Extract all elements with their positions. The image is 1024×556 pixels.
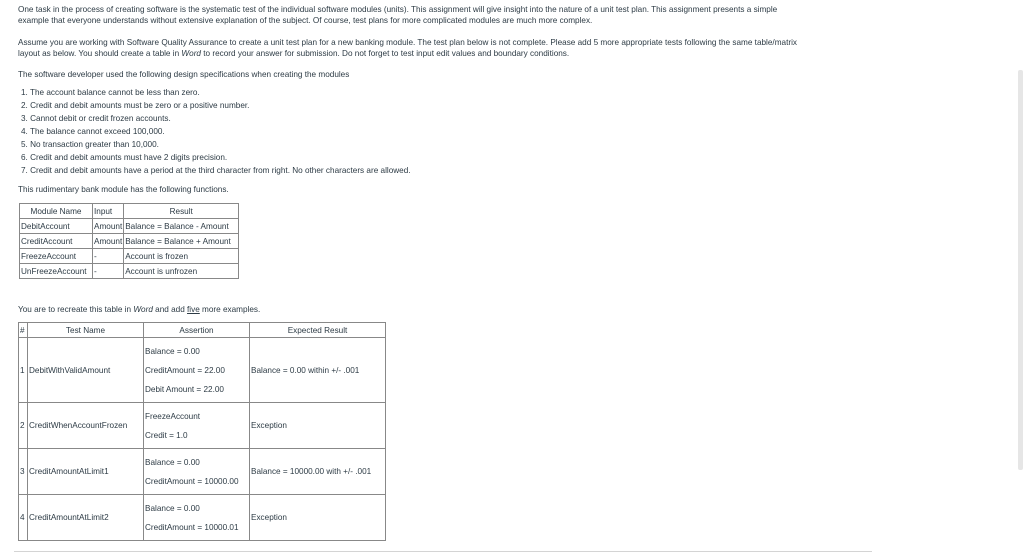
intro-paragraph-1 [18, 4, 777, 26]
functions-table [19, 203, 239, 279]
col-header-result: Result [124, 204, 239, 219]
cell-number: 3 [19, 449, 28, 495]
cell-input: - [93, 249, 124, 264]
cell-expected: Exception [250, 403, 386, 449]
col-header-test-name: Test Name [28, 323, 144, 338]
cell-number: 2 [19, 403, 28, 449]
cell-test-name: CreditAmountAtLimit1 [28, 449, 144, 495]
spec-item: 1. The account balance cannot be less than zero. [21, 88, 200, 97]
assertion-line: Balance = 0.00 [145, 503, 200, 513]
spec-item: 6. Credit and debit amounts must have 2 digits precision. [21, 153, 228, 162]
table-row [19, 495, 386, 541]
cell-result: Account is frozen [124, 249, 239, 264]
intro-line-1: One task in the process of creating software is the systematic test of the individual software modules (units). This assignment will give insight into the nature of a unit test plan. This assignment presents a simple [18, 5, 778, 14]
col-header-input: Input [93, 204, 124, 219]
spec-item: 4. The balance cannot exceed 100,000. [21, 127, 165, 136]
col-header-expected-result: Expected Result [250, 323, 386, 338]
intro-paragraph-2 [18, 37, 797, 59]
recreate-instruction [18, 304, 260, 315]
cell-test-name: DebitWithValidAmount [28, 338, 144, 403]
intro-line-4b: to record your answer for submission. Do not forget to test input edit values and boundary conditions. [200, 49, 570, 58]
cell-expected: Exception [250, 495, 386, 541]
assertion-line: CreditAmount = 22.00 [145, 365, 225, 375]
cell-test-name: CreditWhenAccountFrozen [28, 403, 144, 449]
recreate-text-a: You are to recreate this table in [18, 305, 134, 314]
assertion-line: Credit = 1.0 [145, 430, 188, 440]
table-row [19, 338, 386, 403]
cell-assertion [144, 449, 250, 495]
table-row [20, 249, 239, 264]
cell-number: 4 [19, 495, 28, 541]
cell-input: Amount [93, 219, 124, 234]
recreate-text-c: more examples. [199, 305, 261, 314]
spec-item: 2. Credit and debit amounts must be zero or a positive number. [21, 101, 250, 110]
cell-expected: Balance = 0.00 within +/- .001 [250, 338, 386, 403]
functions-intro: This rudimentary bank module has the following functions. [18, 185, 229, 194]
spec-item: 5. No transaction greater than 10,000. [21, 140, 159, 149]
cell-module: DebitAccount [20, 219, 93, 234]
cell-result: Account is unfrozen [124, 264, 239, 279]
word-emphasis: Word [133, 305, 153, 314]
assertion-line: Debit Amount = 22.00 [145, 384, 224, 394]
cell-input: Amount [93, 234, 124, 249]
cell-expected: Balance = 10000.00 with +/- .001 [250, 449, 386, 495]
tests-table [18, 322, 386, 541]
cell-test-name: CreditAmountAtLimit2 [28, 495, 144, 541]
col-header-number: # [19, 323, 28, 338]
cell-module: UnFreezeAccount [20, 264, 93, 279]
assertion-line: Balance = 0.00 [145, 457, 200, 467]
col-header-assertion: Assertion [144, 323, 250, 338]
assertion-line: CreditAmount = 10000.01 [145, 522, 239, 532]
cell-result: Balance = Balance - Amount [124, 219, 239, 234]
table-row [19, 449, 386, 495]
cell-result: Balance = Balance + Amount [124, 234, 239, 249]
scrollbar[interactable] [1016, 0, 1024, 556]
cell-assertion [144, 338, 250, 403]
intro-line-3: Assume you are working with Software Quality Assurance to create a unit test plan for a new banking module. The test plan below is not complete. Please add 5 more appropriate tests following the same table/matrix [18, 38, 797, 47]
cell-input: - [93, 264, 124, 279]
scrollbar-thumb[interactable] [1018, 70, 1023, 470]
divider [14, 551, 872, 552]
spec-intro: The software developer used the following design specifications when creating the modules [18, 70, 350, 79]
table-row [20, 234, 239, 249]
intro-line-4a: layout as below. You should create a table in [18, 49, 182, 58]
recreate-text-b: and add [152, 305, 188, 314]
table-header-row [20, 204, 239, 219]
col-header-module-name: Module Name [20, 204, 93, 219]
table-row [20, 264, 239, 279]
table-row [19, 403, 386, 449]
spec-item: 3. Cannot debit or credit frozen accounts. [21, 114, 171, 123]
spec-item: 7. Credit and debit amounts have a period at the third character from right. No other characters are allowed. [21, 166, 411, 175]
cell-number: 1 [19, 338, 28, 403]
table-row [20, 219, 239, 234]
assertion-line: CreditAmount = 10000.00 [145, 476, 239, 486]
intro-line-2: example that everyone understands without extensive explanation of the subject. Of course, test plans for more complicated modules are much more complex. [18, 16, 593, 25]
cell-assertion [144, 403, 250, 449]
cell-module: FreezeAccount [20, 249, 93, 264]
cell-module: CreditAccount [20, 234, 93, 249]
assertion-line: Balance = 0.00 [145, 346, 200, 356]
five-emphasis: five [187, 305, 200, 314]
table-header-row [19, 323, 386, 338]
word-emphasis: Word [181, 49, 201, 58]
assertion-line: FreezeAccount [145, 411, 201, 421]
cell-assertion [144, 495, 250, 541]
